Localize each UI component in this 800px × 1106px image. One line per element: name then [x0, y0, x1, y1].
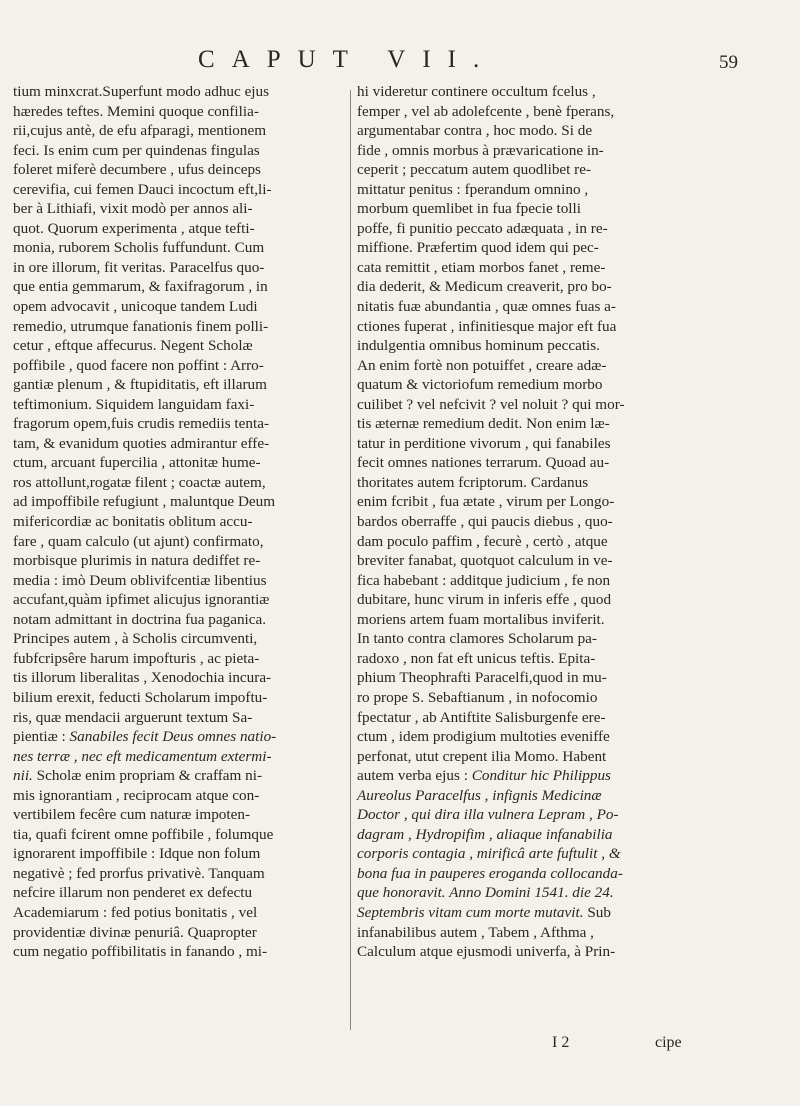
text-line: ber à Lithiafi, vixit modò per annos ali- [13, 200, 253, 218]
text-line: tam, & evanidum quoties admirantur effe- [13, 434, 270, 452]
text-line: cum negatio poffibilitatis in fanando , mi- [13, 943, 268, 961]
text-line: radoxo , non fat eft unicus teftis. Epita- [357, 649, 596, 667]
running-head: CAPUT VII. [198, 46, 497, 73]
text-line: quatum & victoriofum remedium morbo [357, 376, 603, 394]
text-line: tis æternæ remedium dedit. Non enim læ- [357, 415, 610, 433]
text-line: Academiarum : fed potius bonitatis , vel [13, 903, 258, 921]
text-line: nii. Scholæ enim propriam & craffam ni- [13, 767, 263, 785]
text-line: remedio, utrumque fanationis finem polli- [13, 317, 269, 335]
text-line: accufant,quàm ipfimet alicujus ignorantiæ [13, 591, 270, 609]
text-line: ros attollunt,rogatæ filent ; coactæ autem, [13, 473, 266, 491]
text-line: nitatis fuæ abundantia , quæ omnes fuas a- [357, 298, 616, 316]
text-line: infanabilibus autem , Tabem , Afthma , [357, 923, 594, 941]
text-line: opem advocavit , unicoque tandem Ludi [13, 298, 258, 316]
text-line: An enim fortè non potuiffet , creare adæ- [357, 356, 607, 374]
text-line: tia, quafi fcirent omne poffibile , folumque [13, 825, 274, 843]
text-line: ctiones fuperat , infinitiesque major eft fua [357, 317, 617, 335]
left-text-column [13, 82, 351, 962]
text-line: cata remittit , etiam morbos fanet , reme- [357, 258, 606, 276]
text-line: miffione. Præfertim quod idem qui pec- [357, 239, 599, 257]
text-line: cetur , eftque affecurus. Negent Scholæ [13, 337, 253, 355]
text-line: mittatur penitus : fperandum omnino , [357, 180, 589, 198]
text-line: poffibile , quod facere non poffint : Arro- [13, 356, 264, 374]
text-line: cerevifia, cui femen Dauci incoctum eft,li- [13, 180, 272, 198]
text-line: pientiæ : Sanabiles fecit Deus omnes natio- [13, 728, 277, 746]
text-line: enim fcribit , fua ætate , virum per Longo- [357, 493, 615, 511]
text-line: indulgentia omnibus hominum peccatis. [357, 337, 600, 355]
text-line: bardos oberraffe , qui paucis diebus , quo- [357, 513, 613, 531]
text-line: fecit omnes nationes terrarum. Quoad au- [357, 454, 610, 472]
text-line: monia, ruborem Scholis fuffundunt. Cum [13, 239, 265, 257]
text-line: rii,cujus antè, de efu afparagi, mentionem [13, 122, 267, 140]
text-line: que entia gemmarum, & faxifragorum , in [13, 278, 268, 296]
text-line: ro prope S. Sebaftianum , in nofocomio [357, 688, 598, 706]
text-line: argumentabar contra , hoc modo. Si de [357, 122, 593, 140]
text-line: foleret miferè decumbere , ufus deinceps [13, 161, 261, 179]
catchword: cipe [655, 1034, 682, 1051]
text-line: in ore illorum, fit veritas. Paracelfus quo- [13, 258, 265, 276]
text-line: ris, quæ mendacii arguerunt textum Sa- [13, 708, 253, 726]
text-line: dia dederit, & Medicum creaverit, pro bo- [357, 278, 612, 296]
text-line: In tanto contra clamores Scholarum pa- [357, 630, 597, 648]
text-line: nes terræ , nec eft medicamentum extermi- [13, 747, 272, 765]
text-line: fpectatur , ab Antiftite Salisburgenfe ere- [357, 708, 606, 726]
text-line: tium minxcrat.Superfunt modo adhuc ejus [13, 83, 270, 100]
text-line: corporis contagia , mirificâ arte fuftulit , & [357, 845, 621, 863]
text-line: quot. Quorum experimenta , atque tefti- [13, 219, 255, 237]
text-line: poffe, fi punitio peccato adæquata , in re- [357, 219, 608, 237]
right-text-column [357, 82, 707, 962]
text-line: fica habebant : additque judicium , fe non [357, 571, 611, 589]
text-line: phium Theophrafti Paracelfi,quod in mu- [357, 669, 607, 687]
text-line: thoritates autem fcriptorum. Cardanus [357, 473, 589, 491]
text-line: perfonat, utut crepent ilia Momo. Habent [357, 747, 607, 765]
signature-mark: I 2 [552, 1034, 570, 1051]
text-line: dubitare, hunc virum in inferis effe , quod [357, 591, 612, 609]
text-line: Doctor , qui dira illa vulnera Lepram , Po- [357, 806, 619, 824]
text-line: tatur in perditione vivorum , qui fanabiles [357, 434, 611, 452]
text-line: mifericordiæ ac bonitatis oblitum accu- [13, 513, 253, 531]
text-line: teftimonium. Siquidem languidam faxi- [13, 395, 255, 413]
page-number: 59 [719, 52, 738, 73]
text-line: feci. Is enim cum per quindenas fingulas [13, 141, 260, 159]
text-line: mis ignorantiam , reciprocam atque con- [13, 786, 260, 804]
text-line: vertibilem fecêre cum naturæ impoten- [13, 806, 251, 824]
text-line: Aureolus Paracelfus , infignis Medicinæ [357, 786, 602, 804]
text-line: tis illorum liberalitas , Xenodochia incura- [13, 669, 272, 687]
text-line: bona fua in pauperes eroganda collocanda- [357, 864, 623, 882]
text-line: gantiæ plenum , & ftupiditatis, eft illarum [13, 376, 267, 394]
text-line: morbisque plurimis in natura dediffet re- [13, 552, 261, 570]
text-line: morbum quemlibet in fua fpecie tolli [357, 200, 581, 218]
text-line: cuilibet ? vel nefcivit ? vel noluit ? qui mor- [357, 395, 625, 413]
text-line: bilium erexit, feducti Scholarum impoftu- [13, 688, 268, 706]
text-line: ctum , idem prodigium multoties eveniffe [357, 728, 610, 746]
text-line: breviter fanabat, quotquot calculum in ve- [357, 552, 613, 570]
page-header [0, 46, 800, 80]
text-line: negativè ; fed prorfus privativè. Tanquam [13, 864, 265, 882]
text-line: moriens artem fuam mortalibus inviferit. [357, 610, 605, 628]
text-line: ctum, arcuant fupercilia , attonitæ hume- [13, 454, 261, 472]
text-line: ad impoffibile refugiunt , maluntque Deum [13, 493, 276, 511]
text-line: media : imò Deum oblivifcentiæ libentius [13, 571, 267, 589]
text-line: que honoravit. Anno Domini 1541. die 24. [357, 884, 614, 902]
text-line: nefcire illarum non penderet ex defectu [13, 884, 253, 902]
text-line: dagram , Hydropifim , aliaque infanabilia [357, 825, 613, 843]
text-line: fare , quam calculo (ut ajunt) confirmato, [13, 532, 264, 550]
text-line: Calculum atque ejusmodi univerfa, à Prin- [357, 943, 616, 961]
text-line: fide , omnis morbus à prævaricatione in- [357, 141, 604, 159]
text-line: ceperit ; peccatum autem quodlibet re- [357, 161, 592, 179]
text-line: autem verba ejus : Conditur hic Philippus [357, 767, 611, 785]
text-line: Principes autem , à Scholis circumventi, [13, 630, 258, 648]
text-line: fubfcripsêre harum impofturis , ac pieta- [13, 649, 260, 667]
text-line: dam poculo paffim , fecurè , certò , atque [357, 532, 608, 550]
text-line: providentiæ divinæ penuriâ. Quapropter [13, 923, 257, 941]
text-line: fragorum opem,fuis crudis remediis tenta- [13, 415, 269, 433]
text-line: hæredes teftes. Memini quoque confilia- [13, 102, 259, 120]
text-line: Septembris vitam cum morte mutavit. Sub [357, 903, 611, 921]
text-line: femper , vel ab adolefcente , benè fperans, [357, 102, 615, 120]
text-line: ignorarent impoffibile : Idque non folum [13, 845, 261, 863]
text-line: notam admittant in doctrina fua paganica. [13, 610, 267, 628]
text-line: hi videretur continere occultum fcelus , [357, 83, 596, 100]
column-divider [350, 90, 351, 1030]
